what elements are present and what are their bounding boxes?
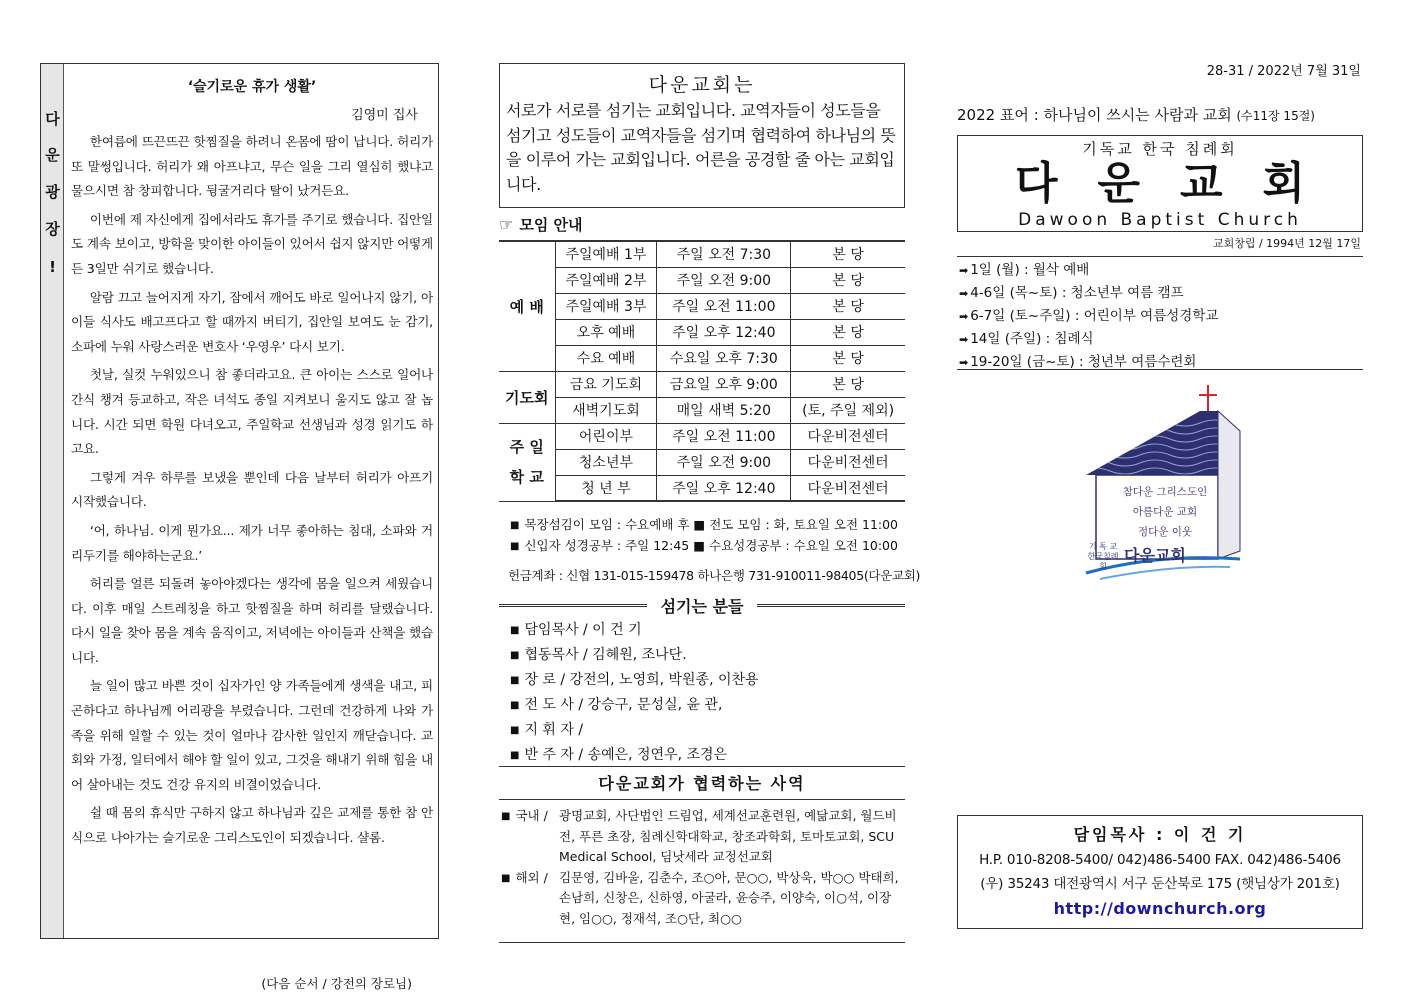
motto-text: 2022 표어 : 하나님이 쓰시는 사람과 교회 — [957, 106, 1232, 124]
arrow-right-icon: ➡ — [959, 356, 969, 369]
mission-overseas-label — [501, 868, 559, 930]
church-website-link[interactable]: http://downchurch.org — [1053, 899, 1267, 918]
essay-paragraph: 늘 일이 많고 바쁜 것이 십자가인 양 가족들에게 생색을 내고, 피곤하다고 하나님께 어리광을 부렸습니다. 그런데 건강하게 나와 가족을 위해 일할 수 있는 것이 얼마나 감사한 일인지 깨닫습니다. 교회와 가정, 일터에서 해야 할 일이 있고, 그것을 해내기 위해 힘을 내어 살아내는 것도 건강 유지의 비결이었습니다. — [71, 678, 433, 792]
meeting-time: 주일 오전 11:00 — [657, 293, 791, 319]
pastor-contact: H.P. 010-8208-5400/ 042)486-5400 FAX. 042)486-5406 — [979, 852, 1341, 868]
event-text: 6-7일 (토~주일) : 어린이부 여름성경학교 — [970, 308, 1219, 324]
servant-text: 전 도 사 / 강승구, 문성실, 윤 관, — [524, 697, 723, 713]
event-text: 4-6일 (목~토) : 청소년부 여름 캠프 — [970, 285, 1184, 301]
schedule-heading — [499, 214, 583, 235]
schedule-table — [499, 240, 905, 502]
bullet-square-icon: ■ — [510, 725, 520, 736]
essay-paragraph: 쉴 때 몸의 휴식만 구하지 않고 하나님과 깊은 교제를 통한 참 안식으로 나아가는 슬기로운 그리스도인이 되겠습니다. 샬롬. — [71, 805, 433, 846]
list-item — [510, 618, 759, 643]
church-name: 다운교회 — [1014, 158, 1345, 209]
meeting-place: 본 당 — [791, 319, 905, 345]
church-motto — [957, 104, 1315, 125]
divider — [499, 799, 905, 800]
label-text: 해외 / — [515, 869, 548, 885]
meeting-place: 다운비전센터 — [791, 475, 905, 501]
side-char: 장 — [45, 220, 60, 238]
table-row — [499, 475, 905, 501]
mission-domestic — [501, 806, 905, 868]
essay-paragraph: 이번에 제 자신에게 집에서라도 휴가를 주기로 했습니다. 집안일도 계속 보이고, 방학을 맞이한 아이들이 있어서 쉽지 않지만 어떻게든 3일만 쉬기로 했습니다. — [71, 211, 433, 276]
meeting-place: 다운비전센터 — [791, 449, 905, 475]
meeting-place: 본 당 — [791, 241, 905, 267]
category-cell: 기도회 — [499, 371, 555, 423]
servant-text: 반 주 자 / 송예은, 정연우, 조경은 — [524, 747, 728, 763]
essay-side-label — [41, 64, 64, 938]
meeting-time: 금요일 오후 9:00 — [657, 371, 791, 397]
logo-slogan — [1110, 482, 1220, 542]
mission-heading: 다운교회가 협력하는 사역 — [598, 774, 806, 793]
table-row — [499, 371, 905, 397]
event-text: 19-20일 (금~토) : 청년부 여름수련회 — [970, 354, 1197, 370]
bullet-square-icon: ■ — [510, 650, 520, 661]
founded-date: 교회창립 / 1994년 12월 17일 — [1212, 237, 1361, 250]
meeting-name: 주일예배 1부 — [555, 241, 657, 267]
meeting-note-text: 신입자 성경공부 : 주일 12:45 ■ 수요성경공부 : 수요일 오전 10:00 — [524, 538, 898, 553]
mission-domestic-label — [501, 806, 559, 868]
list-item — [957, 305, 1363, 328]
list-item — [510, 743, 759, 768]
meeting-time: 주일 오후 12:40 — [657, 319, 791, 345]
table-row — [499, 319, 905, 345]
offering-account: 헌금계좌 : 신협 131-015-159478 하나은행 731-910011-98405(다운교회) — [508, 568, 921, 583]
bullet-square-icon: ■ — [510, 625, 520, 636]
mission-list — [501, 806, 905, 929]
meeting-time: 매일 새벽 5:20 — [657, 397, 791, 423]
logo-slogan-line: 참다운 그리스도인 — [1122, 486, 1208, 498]
meeting-time: 수요일 오후 7:30 — [657, 345, 791, 371]
servant-text: 담임목사 / 이 건 기 — [524, 622, 642, 638]
logo-org-line: 기 독 교 — [1088, 542, 1118, 551]
mission-overseas — [501, 868, 905, 930]
table-row — [499, 241, 905, 267]
category-cell: 주 일 학 교 — [499, 423, 555, 501]
meeting-place: 다운비전센터 — [791, 423, 905, 449]
essay-paragraph: 첫날, 실컷 누워있으니 참 좋더라고요. 큰 아이는 스스로 일어나 간식 챙겨 등교하고, 작은 녀석도 종일 지켜보니 울지도 않고 잘 놉니다. 시간 되면 학원 다녀오고, 주일학교 선생님과 성경 읽기도 하고요. — [71, 367, 433, 457]
intro-text: 서로가 서로를 섬기는 교회입니다. 교역자들이 성도들을 섬기고 성도들이 교역자들을 섬기며 협력하여 하나님의 뜻을 이루어 가는 교회입니다. 어른을 공경할 줄 아는 교회입니다. — [506, 101, 896, 194]
table-row — [499, 345, 905, 371]
meeting-place: 본 당 — [791, 267, 905, 293]
list-item — [510, 718, 759, 743]
church-title-box — [957, 135, 1363, 232]
meeting-name: 주일예배 3부 — [555, 293, 657, 319]
logo-slogan-line: 아름다운 교회 — [1132, 506, 1198, 518]
mission-domestic-list: 광명교회, 사단법인 드림업, 세계선교훈련원, 예닮교회, 월드비전, 푸른 초장, 침례신학대학교, 창조과학회, 토마토교회, SCU Medical School, 딤낫세라 교정선교회 — [559, 808, 897, 864]
list-item — [957, 259, 1363, 282]
logo-org-line: 한국침례회 — [1087, 552, 1119, 571]
servant-text: 협동목사 / 김혜원, 조나단. — [524, 647, 687, 663]
meeting-name: 수요 예배 — [555, 345, 657, 371]
bullet-square-icon: ■ — [510, 750, 520, 761]
essay-paragraph: 그렇게 겨우 하루를 보냈을 뿐인데 다음 날부터 허리가 아프기 시작했습니다. — [71, 469, 433, 510]
meeting-name: 청소년부 — [555, 449, 657, 475]
events-list — [957, 256, 1363, 370]
meeting-time: 주일 오후 12:40 — [657, 475, 791, 501]
arrow-right-icon: ➡ — [959, 333, 969, 346]
essay-paragraph: 허리를 얼른 되돌려 놓아야겠다는 생각에 몸을 일으켜 세웠습니다. 이후 매일 스트레칭을 하고 핫찜질을 하며 허리를 달랬습니다. 다시 일을 찾아 몸을 계속 움직이고, 저녁에는 아이들과 산책을 했습니다. — [71, 576, 433, 665]
list-item — [957, 328, 1363, 351]
essay-paragraph: 한여름에 뜨끈뜨끈 핫찜질을 하려니 온몸에 땀이 납니다. 허리가 또 말썽입니다. 허리가 왜 아프냐고, 무슨 일을 그리 열심히 했냐고 물으시면 참 창피합니다. 뒹굴거리다 탈이 났거든요. — [71, 134, 433, 199]
arrow-right-icon: ➡ — [959, 310, 969, 323]
meeting-place: (토, 주일 제외) — [791, 397, 905, 423]
table-row — [499, 449, 905, 475]
side-char: ! — [49, 258, 56, 276]
intro-title: 다운교회는 — [648, 74, 756, 96]
meeting-place: 본 당 — [791, 293, 905, 319]
arrow-right-icon: ➡ — [959, 287, 969, 300]
side-char: 다 — [45, 110, 60, 128]
meeting-name: 금요 기도회 — [555, 371, 657, 397]
meeting-place: 본 당 — [791, 371, 905, 397]
church-logo — [1080, 383, 1245, 583]
table-row — [499, 267, 905, 293]
pastor-name: 담임목사 : 이 건 기 — [1073, 825, 1247, 844]
meeting-note — [510, 536, 898, 554]
servant-text: 장 로 / 강전의, 노영희, 박원종, 이찬용 — [524, 672, 759, 688]
meeting-name: 주일예배 2부 — [555, 267, 657, 293]
schedule-heading-text: 모임 안내 — [519, 216, 583, 234]
issue-date: 28-31 / 2022년 7월 31일 — [1206, 64, 1361, 79]
logo-slogan-line: 정다운 이웃 — [1137, 526, 1193, 538]
essay-box — [40, 63, 439, 991]
bullet-square-icon: ■ — [510, 520, 520, 531]
label-text: 국내 / — [515, 808, 548, 823]
logo-org-name: 다운교회 — [1124, 546, 1186, 565]
church-english-name: Dawoon Baptist Church — [1018, 210, 1302, 230]
servant-text: 지 휘 자 / — [524, 722, 584, 738]
essay-author: 김영미 집사 — [351, 108, 418, 123]
meeting-time: 주일 오전 11:00 — [657, 423, 791, 449]
bullet-square-icon: ■ — [510, 675, 520, 686]
bullet-square-icon: ■ — [510, 541, 520, 552]
meeting-name: 청 년 부 — [555, 475, 657, 501]
pointing-hand-icon: ☞ — [499, 215, 514, 234]
motto-reference: (수11장 15절) — [1236, 109, 1315, 123]
event-text: 1일 (월) : 월삭 예배 — [970, 262, 1090, 278]
essay-title: ‘슬기로운 휴가 생활’ — [187, 79, 317, 95]
arrow-right-icon: ➡ — [959, 264, 969, 277]
pastor-info-box — [957, 815, 1363, 929]
bullet-square-icon: ■ — [501, 872, 511, 884]
side-char: 운 — [45, 146, 60, 164]
meeting-name: 오후 예배 — [555, 319, 657, 345]
essay-body — [71, 130, 433, 855]
list-item — [957, 282, 1363, 305]
church-address: (우) 35243 대전광역시 서구 둔산북로 175 (햇님상가 201호) — [980, 876, 1340, 892]
list-item — [510, 668, 759, 693]
bullet-square-icon: ■ — [501, 811, 511, 822]
table-row — [499, 397, 905, 423]
servants-heading-text: 섬기는 분들 — [647, 597, 758, 616]
meeting-time: 주일 오전 9:00 — [657, 449, 791, 475]
list-item — [510, 693, 759, 718]
church-intro-box — [499, 63, 905, 208]
table-row — [499, 423, 905, 449]
essay-paragraph: ‘어, 하나님. 이게 뭔가요... 제가 너무 좋아하는 침대, 소파와 거리두기를 해야하는군요.’ — [71, 522, 433, 563]
meeting-place: 본 당 — [791, 345, 905, 371]
list-item — [957, 351, 1363, 374]
meeting-name: 어린이부 — [555, 423, 657, 449]
meeting-name: 새벽기도회 — [555, 397, 657, 423]
logo-org-small — [1086, 542, 1120, 572]
meeting-note-text: 목장섬김이 모임 : 수요예배 후 ■ 전도 모임 : 화, 토요일 오전 11:00 — [524, 517, 899, 532]
mission-overseas-list: 김문영, 김바울, 김춘수, 조○아, 문○○, 박상욱, 박○○ 박태희, 손남희, 신창은, 신하영, 아굴라, 윤승주, 이양숙, 이○석, 이장현, 임○○, 정재석, 조○단, 최○○ — [559, 869, 899, 926]
meeting-time: 주일 오전 9:00 — [657, 267, 791, 293]
table-row — [499, 293, 905, 319]
list-item — [510, 643, 759, 668]
event-text: 14일 (주일) : 침례식 — [970, 331, 1094, 347]
denomination: 기독교 한국 침례회 — [1082, 140, 1238, 158]
divider — [499, 766, 905, 767]
divider — [499, 942, 905, 943]
meeting-note — [510, 515, 898, 533]
essay-paragraph: 알람 끄고 늘어지게 자기, 잠에서 깨어도 바로 일어나지 않기, 아이들 식사도 배고프다고 할 때까지 버티기, 집안일 보여도 눈 감기, 소파에 누워 사랑스러운 변호사 ‘우영우’ 다시 보기. — [71, 289, 433, 354]
essay-footer: (다음 순서 / 강전의 장로님) — [261, 976, 412, 991]
servants-list — [510, 618, 759, 768]
meeting-time: 주일 오전 7:30 — [657, 241, 791, 267]
category-cell: 예 배 — [499, 241, 555, 371]
servants-heading — [499, 594, 905, 617]
side-char: 광 — [45, 183, 60, 201]
bullet-square-icon: ■ — [510, 700, 520, 711]
